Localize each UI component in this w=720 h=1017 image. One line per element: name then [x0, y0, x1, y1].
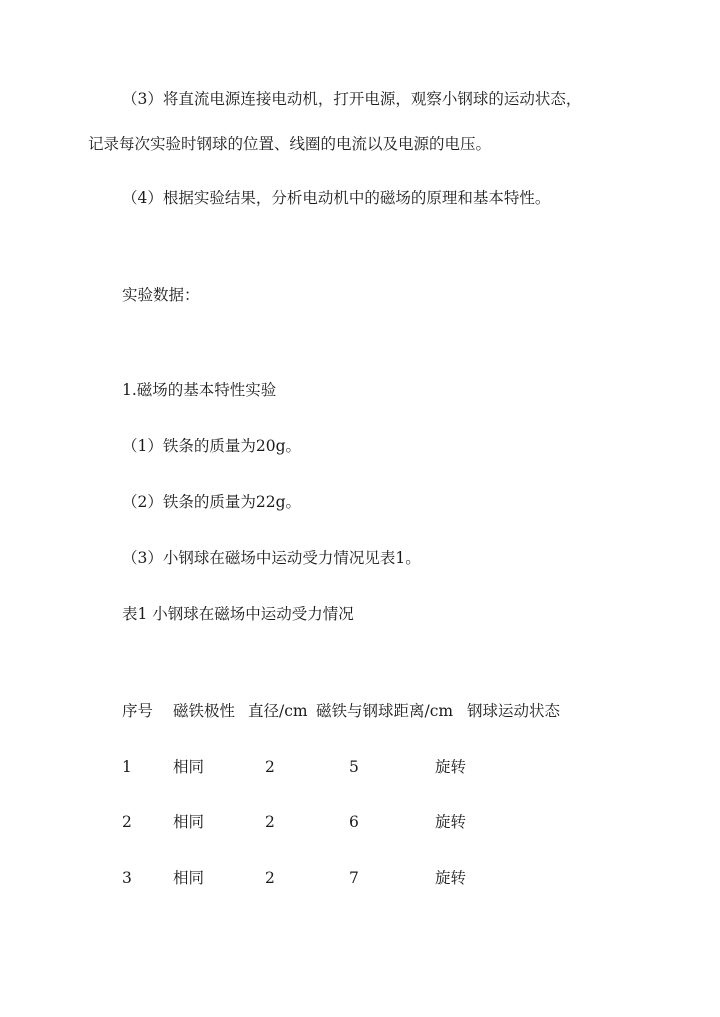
table-cell: 1	[122, 758, 132, 776]
table-cell: 旋转	[435, 813, 467, 831]
table-header-cell: 直径/cm	[248, 702, 308, 720]
table-cell: 旋转	[435, 758, 467, 776]
data-heading: 实验数据：	[122, 286, 200, 304]
item2-text: （2）铁条的质量为22g。	[122, 493, 302, 511]
section1-title: 1.磁场的基本特性实验	[122, 381, 277, 399]
step4-text: （4）根据实验结果，分析电动机中的磁场的原理和基本特性。	[122, 189, 551, 207]
step3-line1: （3）将直流电源连接电动机，打开电源，观察小钢球的运动状态，	[122, 90, 582, 108]
table-cell: 6	[349, 813, 359, 831]
table-header-cell: 序号	[122, 702, 154, 720]
table-cell: 相同	[173, 869, 205, 887]
table-cell: 2	[265, 758, 275, 776]
table-cell: 2	[122, 813, 132, 831]
step3-line2: 记录每次实验时钢球的位置、线圈的电流以及电源的电压。	[88, 135, 492, 153]
item3-text: （3）小钢球在磁场中运动受力情况见表1。	[122, 549, 421, 567]
item1-text: （1）铁条的质量为20g。	[122, 437, 302, 455]
table-cell: 5	[349, 758, 359, 776]
table-cell: 相同	[173, 758, 205, 776]
table-cell: 相同	[173, 813, 205, 831]
table-cell: 2	[265, 869, 275, 887]
table-header-cell: 磁铁与钢球距离/cm	[316, 702, 454, 720]
table-cell: 旋转	[435, 869, 467, 887]
table-header-cell: 钢球运动状态	[467, 702, 561, 720]
table-cell: 3	[122, 869, 132, 887]
table-cell: 7	[349, 869, 359, 887]
table-cell: 2	[265, 813, 275, 831]
table-caption: 表1 小钢球在磁场中运动受力情况	[122, 605, 354, 623]
table-header-cell: 磁铁极性	[173, 702, 236, 720]
